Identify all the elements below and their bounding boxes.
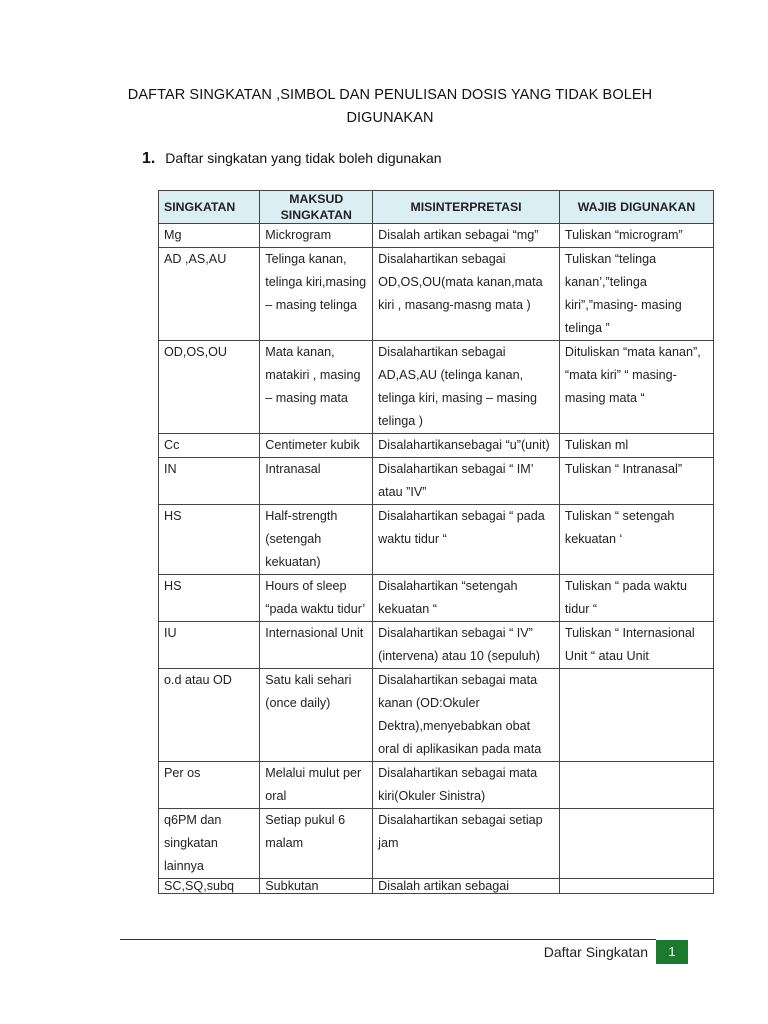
table-cell: Tuliskan “ Internasional Unit “ atau Unit: [559, 622, 713, 669]
table-cell: Disalahartikan sebagai “ IM’ atau ”IV”: [373, 458, 560, 505]
footer-label: Daftar Singkatan: [543, 944, 648, 960]
table-row: [159, 224, 714, 248]
table-row: [159, 669, 714, 762]
page-number: 1: [656, 940, 688, 964]
table-cell: Tuliskan “ pada waktu tidur “: [559, 575, 713, 622]
table-row: [159, 248, 714, 341]
table-cell: Intranasal: [260, 458, 373, 505]
table-cell: Disalahartikan sebagai mata kanan (OD:Okuler Dektra),menyebabkan obat oral di aplikasikan pada mata: [373, 669, 560, 762]
table-cell: Half-strength (setengah kekuatan): [260, 505, 373, 575]
table-cell: Tuliskan ml: [559, 434, 713, 458]
table-cell: Melalui mulut per oral: [260, 762, 373, 809]
table-cell: Tuliskan “microgram”: [559, 224, 713, 248]
table-row: [159, 622, 714, 669]
table-row: [159, 575, 714, 622]
table-cell: Disalahartikansebagai “u”(unit): [373, 434, 560, 458]
table-row: [159, 434, 714, 458]
table-body: [159, 224, 714, 894]
table-cell: Disalahartikan sebagai “ IV” (intervena) atau 10 (sepuluh): [373, 622, 560, 669]
table-cell: Tuliskan “ setengah kekuatan ‘: [559, 505, 713, 575]
table-cell: [559, 762, 713, 809]
table-row: [159, 809, 714, 879]
table-cell: Mata kanan, matakiri , masing – masing mata: [260, 341, 373, 434]
table-cell: Tuliskan “ Intranasal”: [559, 458, 713, 505]
table-row: [159, 762, 714, 809]
table-cell: Disalahartikan sebagai setiap jam: [373, 809, 560, 879]
table-header-row: [159, 191, 714, 224]
table-cell: HS: [159, 575, 260, 622]
table-cell: q6PM dan singkatan lainnya: [159, 809, 260, 879]
document-title-line2: DIGUNAKAN: [346, 110, 434, 126]
document-title-line1: DAFTAR SINGKATAN ,SIMBOL DAN PENULISAN DOSIS YANG TIDAK BOLEH: [127, 87, 653, 103]
table-cell: AD ,AS,AU: [159, 248, 260, 341]
table-cell: [559, 809, 713, 879]
table-cell: Telinga kanan, telinga kiri,masing – masing telinga: [260, 248, 373, 341]
header-singkatan: SINGKATAN: [159, 191, 260, 224]
table-cell: Disalahartikan sebagai OD,OS,OU(mata kanan,mata kiri , masang-masng mata ): [373, 248, 560, 341]
table-cell: Setiap pukul 6 malam: [260, 809, 373, 879]
table-cell: Disalahartikan sebagai mata kiri(Okuler Sinistra): [373, 762, 560, 809]
section-heading: [142, 150, 442, 168]
header-wajib: WAJIB DIGUNAKAN: [559, 191, 713, 224]
table-cell: Disalahartikan sebagai AD,AS,AU (telinga kanan, telinga kiri, masing – masing telinga ): [373, 341, 560, 434]
table-cell: Tuliskan “telinga kanan’,”telinga kiri”,”masing- masing telinga ”: [559, 248, 713, 341]
table-cell: [559, 669, 713, 762]
table-cell: [559, 879, 713, 894]
table-cell: Centimeter kubik: [260, 434, 373, 458]
abbreviation-table: [158, 190, 714, 894]
section-number: 1.: [142, 150, 156, 167]
table-cell: HS: [159, 505, 260, 575]
table-cell: Per os: [159, 762, 260, 809]
table-cell: o.d atau OD: [159, 669, 260, 762]
header-maksud: MAKSUD SINGKATAN: [260, 191, 373, 224]
table-cell: IN: [159, 458, 260, 505]
table-row: [159, 505, 714, 575]
header-misinterpretasi: MISINTERPRETASI: [373, 191, 560, 224]
table-cell: IU: [159, 622, 260, 669]
table-cell: SC,SQ,subq: [159, 879, 260, 894]
table-cell: Disalahartikan “setengah kekuatan “: [373, 575, 560, 622]
table-cell: Subkutan: [260, 879, 373, 894]
table-cell: OD,OS,OU: [159, 341, 260, 434]
table-row: [159, 341, 714, 434]
table-cell: Disalahartikan sebagai “ pada waktu tidur “: [373, 505, 560, 575]
table-cell: Hours of sleep “pada waktu tidur’: [260, 575, 373, 622]
section-text: Daftar singkatan yang tidak boleh digunakan: [165, 150, 442, 166]
table-cell: Mickrogram: [260, 224, 373, 248]
table-cell: Disalah artikan sebagai: [373, 879, 560, 894]
table-cell: Satu kali sehari (once daily): [260, 669, 373, 762]
table-cell: Disalah artikan sebagai “mg”: [373, 224, 560, 248]
table-row: [159, 458, 714, 505]
table-cell: Mg: [159, 224, 260, 248]
table-cell: Dituliskan “mata kanan”, “mata kiri” “ masing- masing mata “: [559, 341, 713, 434]
footer-divider: [120, 939, 656, 940]
table-row: [159, 879, 714, 894]
table-cell: Internasional Unit: [260, 622, 373, 669]
table-cell: Cc: [159, 434, 260, 458]
